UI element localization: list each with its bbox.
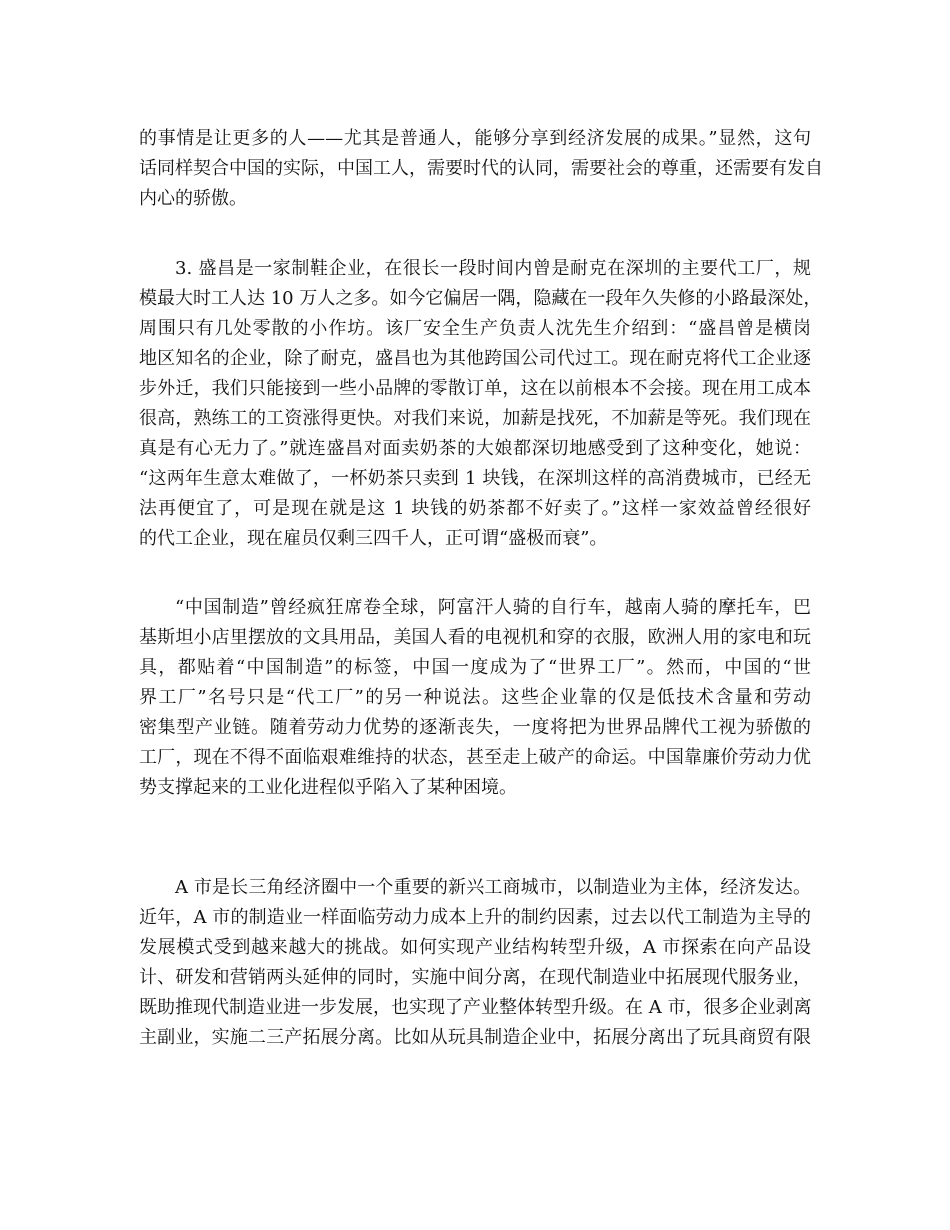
text-line: 内心的骄傲。 bbox=[139, 188, 247, 209]
paragraph-4 bbox=[139, 873, 811, 1053]
text-line: 3. 盛昌是一家制鞋企业，在很长一段时间内曾是耐克在深圳的主要代工厂，规 bbox=[175, 258, 811, 279]
text-line: “中国制造”曾经疯狂席卷全球，阿富汗人骑的自行车，越南人骑的摩托车，巴 bbox=[175, 597, 811, 618]
text-line: 发展模式受到越来越大的挑战。如何实现产业结构转型升级，A 市探索在向产品设 bbox=[139, 937, 811, 958]
paragraph-3 bbox=[139, 593, 811, 803]
text-line: 具，都贴着“中国制造”的标签，中国一度成为了“世界工厂”。然而，中国的“世 bbox=[139, 657, 811, 678]
text-line: 的事情是让更多的人——尤其是普通人，能够分享到经济发展的成果。”显然，这句 bbox=[139, 128, 811, 149]
text-line: 模最大时工人达 10 万人之多。如今它偏居一隅，隐藏在一段年久失修的小路最深处， bbox=[139, 288, 822, 309]
text-line: A 市是长三角经济圈中一个重要的新兴工商城市，以制造业为主体，经济发达。 bbox=[175, 877, 811, 898]
text-line: 主副业，实施二三产拓展分离。比如从玩具制造企业中，拓展分离出了玩具商贸有限 bbox=[139, 1027, 811, 1048]
paragraph-2 bbox=[139, 254, 822, 554]
text-line: 很高，熟练工的工资涨得更快。对我们来说，加薪是找死，不加薪是等死。我们现在 bbox=[139, 408, 811, 429]
text-line: 界工厂”名号只是“代工厂”的另一种说法。这些企业靠的仅是低技术含量和劳动 bbox=[139, 687, 811, 708]
text-line: 势支撑起来的工业化进程似乎陷入了某种困境。 bbox=[139, 777, 517, 798]
text-line: 话同样契合中国的实际，中国工人，需要时代的认同，需要社会的尊重，还需要有发自 bbox=[139, 158, 823, 179]
text-line: 基斯坦小店里摆放的文具用品，美国人看的电视机和穿的衣服，欧洲人用的家电和玩 bbox=[139, 627, 811, 648]
text-line: 计、研发和营销两头延伸的同时，实施中间分离，在现代制造业中拓展现代服务业， bbox=[139, 967, 811, 988]
text-line: 既助推现代制造业进一步发展，也实现了产业整体转型升级。在 A 市，很多企业剥离 bbox=[139, 997, 812, 1018]
paragraph-1 bbox=[139, 124, 823, 214]
text-line: 法再便宜了，可是现在就是这 1 块钱的奶茶都不好卖了。”这样一家效益曾经很好 bbox=[139, 498, 811, 519]
text-line: 密集型产业链。随着劳动力优势的逐渐丧失，一度将把为世界品牌代工视为骄傲的 bbox=[139, 717, 811, 738]
text-line: 真是有心无力了。”就连盛昌对面卖奶茶的大娘都深切地感受到了这种变化，她说： bbox=[139, 438, 811, 459]
text-line: 近年，A 市的制造业一样面临劳动力成本上升的制约因素，过去以代工制造为主导的 bbox=[139, 907, 811, 928]
text-line: 工厂，现在不得不面临艰难维持的状态，甚至走上破产的命运。中国靠廉价劳动力优 bbox=[139, 747, 811, 768]
text-line: 的代工企业，现在雇员仅剩三四千人，正可谓“盛极而衰”。 bbox=[139, 528, 608, 549]
text-line: 周围只有几处零散的小作坊。该厂安全生产负责人沈先生介绍到：“盛昌曾是横岗 bbox=[139, 318, 811, 339]
text-line: 步外迁，我们只能接到一些小品牌的零散订单，这在以前根本不会接。现在用工成本 bbox=[139, 378, 811, 399]
text-line: “这两年生意太难做了，一杯奶茶只卖到 1 块钱，在深圳这样的高消费城市，已经无 bbox=[139, 468, 811, 489]
text-line: 地区知名的企业，除了耐克，盛昌也为其他跨国公司代过工。现在耐克将代工企业逐 bbox=[139, 348, 811, 369]
